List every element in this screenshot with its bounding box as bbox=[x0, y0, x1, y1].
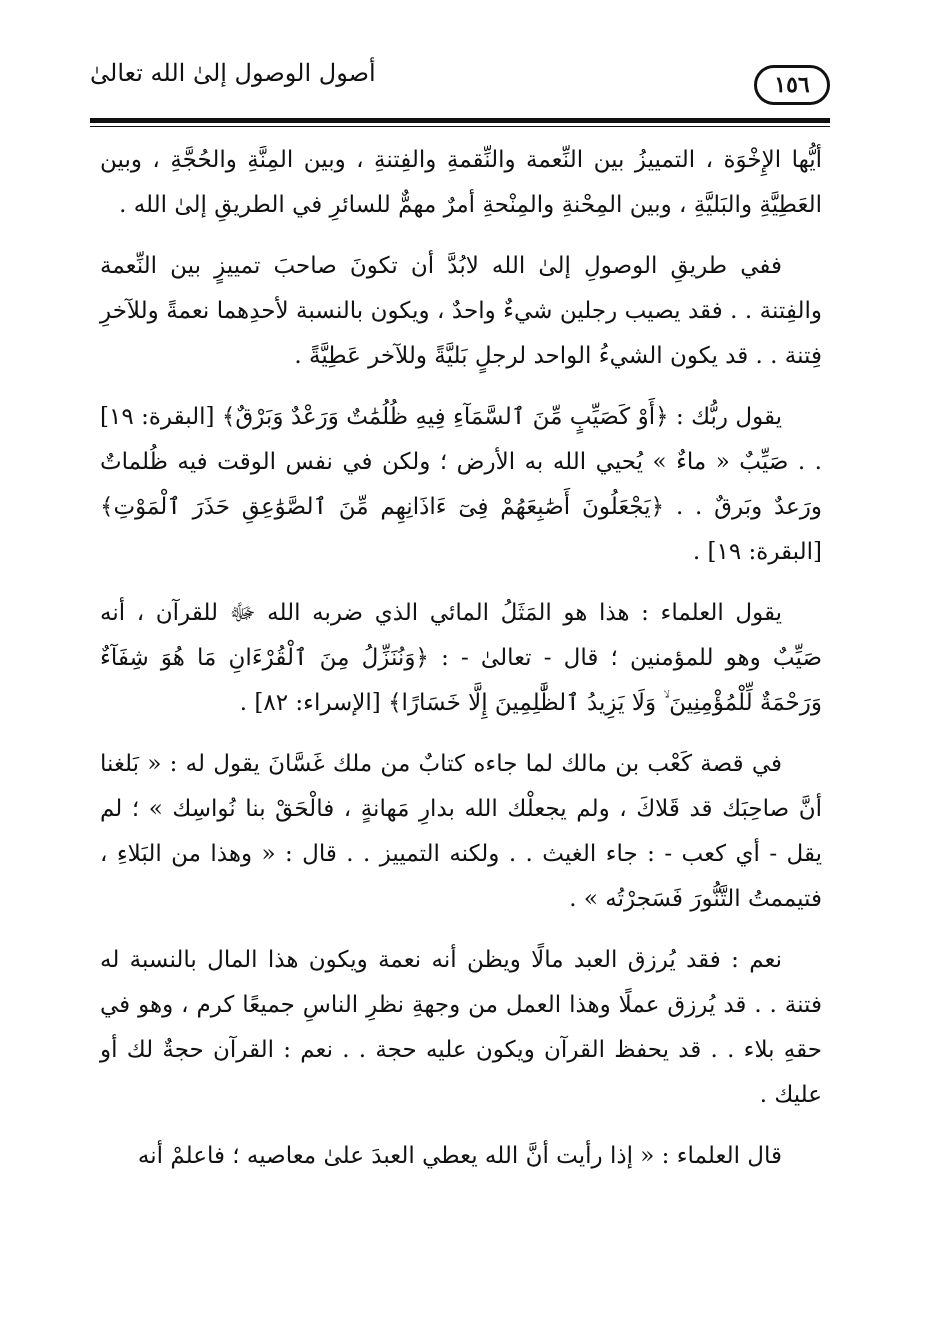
header-rule-thin bbox=[90, 126, 830, 127]
book-title: أصول الوصول إلىٰ الله تعالىٰ bbox=[90, 59, 376, 87]
page-number-badge: ١٥٦ bbox=[754, 65, 830, 105]
header-rule-thick bbox=[90, 118, 830, 123]
page-header bbox=[90, 55, 830, 111]
paragraph-6: نعم : فقد يُرزق العبد مالًا ويظن أنه نعمة ويكون هذا المال بالنسبة له فتنة . . قد يُرزق عملًا وهذا العمل من وجهةِ نظرِ الناسِ جميعًا كرم ، وهو في حقهِ بلاء . . قد يحفظ القرآن ويكون عليه حجة . . نعم : القرآن حجةٌ لك أو عليك . bbox=[100, 947, 822, 1108]
paragraph-1: أيُّها الإِخْوَة ، التمييزُ بين النِّعمة والنِّقمةِ والفِتنةِ ، وبين المِنَّةِ والحُجَّةِ ، وبين العَطِيَّةِ والبَليَّةِ ، وبين المِحْنةِ والمِنْحةِ أمرٌ مهمٌّ للسائرِ في الطريقِ إلىٰ الله . bbox=[100, 147, 822, 218]
paragraph-5: في قصة كَعْب بن مالك لما جاءه كتابٌ من ملك غَسَّانَ يقول له : « بَلغنا أنَّ صاحِبَك قد قَلاكَ ، ولم يجعلْك الله بدارِ مَهانةٍ ، فالْحَقْ بنا نُواسِك » ؛ لم يقل - أي كعب - : جاء الغيث . . ولكنه التمييز . . قال : « وهذا من البَلاءِ ، فتيممتُ التَّنُّورَ فَسَجرْتُه » . bbox=[100, 751, 822, 912]
paragraph-2: ففي طريقِ الوصولِ إلىٰ الله لابُدَّ أن تكونَ صاحبَ تمييزٍ بين النِّعمة والفِتنة . . فقد يصيب رجلين شيءٌ واحدٌ ، ويكون بالنسبة لأحدِهما نعمةً وللآخرِ فِتنة . . قد يكون الشيءُ الواحد لرجلٍ بَليَّةً وللآخر عَطِيَّةً . bbox=[100, 253, 822, 369]
page-body bbox=[100, 138, 822, 1195]
paragraph-7: قال العلماء : « إذا رأيت أنَّ الله يعطي العبدَ علىٰ معاصيه ؛ فاعلمْ أنه bbox=[137, 1143, 782, 1169]
paragraph-4: يقول العلماء : هذا هو المَثَلُ المائي الذي ضربه الله ﷻ للقرآن ، أنه صَيِّبٌ وهو للمؤمنين ؛ قال - تعالىٰ - : ﴿وَنُنَزِّلُ مِنَ ٱلْقُرْءَانِ مَا هُوَ شِفَآءٌ وَرَحْمَةٌ لِّلْمُؤْمِنِينَ ۙ وَلَا يَزِيدُ ٱلظَّٰلِمِينَ إِلَّا خَسَارًا﴾ [الإسراء: ٨٢] . bbox=[100, 600, 822, 716]
paragraph-3: يقول ربُّك : ﴿أَوْ كَصَيِّبٍ مِّنَ ٱلسَّمَآءِ فِيهِ ظُلُمَٰتٌ وَرَعْدٌ وَبَرْقٌ﴾ [البقرة: ١٩] . . صَيِّبٌ « ماءٌ » يُحيي الله به الأرض ؛ ولكن في نفس الوقت فيه ظُلماتٌ ورَعدٌ وبَرقٌ . . ﴿يَجْعَلُونَ أَصَٰبِعَهُمْ فِىٓ ءَاذَانِهِم مِّنَ ٱلصَّوَٰعِقِ حَذَرَ ٱلْمَوْتِ﴾ [البقرة: ١٩] . bbox=[100, 404, 822, 565]
